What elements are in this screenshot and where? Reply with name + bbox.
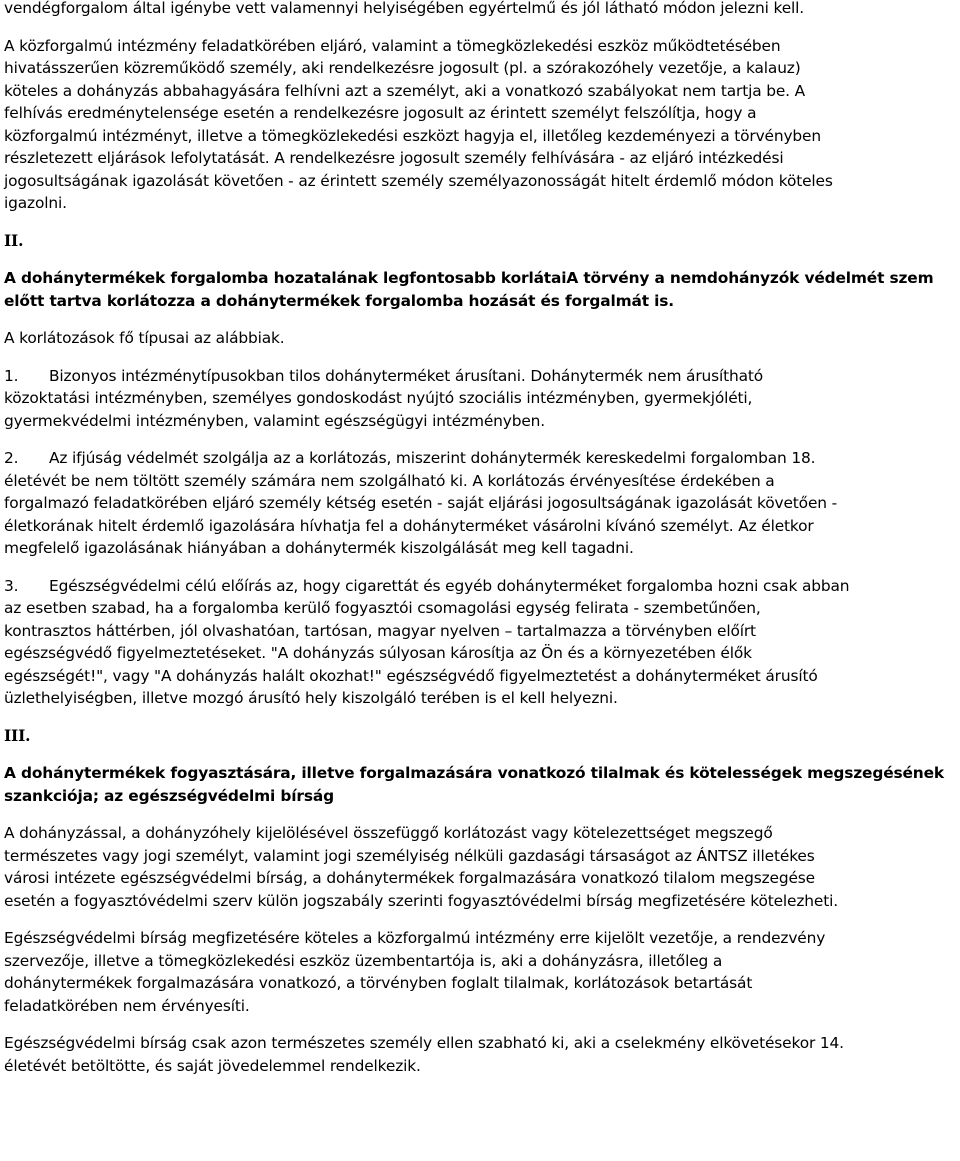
text-line: igazolni. [4, 194, 67, 212]
text-line: A dohánytermékek fogyasztására, illetve forgalmazására vonatkozó tilalmak és kötelességek megszegésének [4, 764, 944, 782]
text-line: egészségét!", vagy "A dohányzás halált okozhat!" egészségvédő figyelmeztetést a dohányterméket árusító [4, 666, 818, 685]
paragraph-restrictions-intro: A korlátozások fő típusai az alábbiak. [4, 329, 285, 347]
text-line: A dohánytermékek forgalomba hozatalának legfontosabb korlátaiA törvény a nemdohányzók védelmét szem [4, 269, 934, 287]
paragraph-penalty-1 [4, 822, 960, 912]
text-line: vendégforgalom által igénybe vett valamennyi helyiségében egyértelmű és jól látható módon jelezni kell. [4, 0, 805, 17]
text-line: feladatkörében nem érvényesíti. [4, 996, 250, 1015]
list-item-2 [4, 447, 960, 560]
text-line: közforgalmú intézményt, illetve a tömegközlekedési eszközt hagyja el, illetőleg kezdeményezi a törvényben [4, 126, 821, 145]
text-line: felhívás eredménytelensége esetén a rendelkezésre jogosult az érintett személyt felszólítja, hogy a [4, 104, 757, 122]
text-line: életévét be nem töltött személy számára nem szolgálható ki. A korlátozás érvényesítése érdekében a [4, 471, 775, 490]
list-number: 2. [4, 449, 19, 467]
section-heading-2: II. [4, 231, 24, 250]
text-line: életévét betöltötte, és saját jövedelemmel rendelkezik. [4, 1056, 421, 1075]
text-line: A dohányzással, a dohányzóhely kijelölésével összefüggő korlátozást vagy kötelezettséget megszegő [4, 824, 773, 842]
text-line: megfelelő igazolásának hiányában a dohánytermék kiszolgálását meg kell tagadni. [4, 539, 634, 557]
paragraph-penalty-2 [4, 927, 960, 1017]
paragraph-penalty-3 [4, 1032, 960, 1077]
text-line: köteles a dohányzás abbahagyására felhívni azt a személyt, aki a vonatkozó szabályokat nem tartja be. A [4, 81, 806, 100]
text-line: Az ifjúság védelmét szolgálja az a korlátozás, miszerint dohánytermék kereskedelmi forgalomban 18. [49, 449, 816, 467]
text-line: gyermekvédelmi intézményben, valamint egészségügyi intézményben. [4, 411, 546, 430]
document-page [4, 0, 960, 1077]
paragraph-intro [4, 0, 960, 20]
text-line: szankciója; az egészségvédelmi bírság [4, 786, 334, 805]
text-line: részletezett eljárások lefolytatását. A rendelkezésre jogosult személy felhívására - az eljáró intézkedési [4, 149, 784, 167]
text-line: hivatásszerűen közreműködő személy, aki rendelkezésre jogosult (pl. a szórakozóhely vezetője, a kalauz) [4, 59, 801, 77]
paragraph-authority [4, 35, 960, 215]
section-heading-3: III. [4, 726, 31, 745]
text-line: A közforgalmú intézmény feladatkörében eljáró, valamint a tömegközlekedési eszköz működtetésében [4, 36, 781, 55]
text-line: városi intézete egészségvédelmi bírság, a dohánytermékek forgalmazására vonatkozó tilalom megszegése [4, 869, 815, 887]
text-line: természetes vagy jogi személyt, valamint jogi személyiség nélküli gazdasági társaságot az ÁNTSZ illetékes [4, 846, 815, 865]
list-item-1 [4, 365, 960, 433]
text-line: életkorának hitelt érdemlő igazolására hívhatja fel a dohányterméket vásárolni kívánó személyt. Az életkor [4, 516, 814, 535]
text-line: az esetben szabad, ha a forgalomba kerülő fogyasztói csomagolási egység felirata - szembetűnően, [4, 599, 761, 617]
section-subheading-3 [4, 762, 960, 807]
text-line: Bizonyos intézménytípusokban tilos dohányterméket árusítani. Dohánytermék nem árusítható [49, 366, 764, 385]
text-line: üzlethelyiségben, illetve mozgó árusító hely kiszolgáló terében is el kell helyezni. [4, 689, 618, 707]
text-line: jogosultságának igazolását követően - az érintett személy személyazonosságát hitelt érdemlő módon köteles [4, 171, 833, 190]
text-line: egészségvédő figyelmeztetéseket. "A dohányzás súlyosan károsítja az Ön és a környezetében élők [4, 644, 752, 662]
text-line: Egészségvédelmi bírság csak azon természetes személy ellen szabható ki, aki a cselekmény elkövetésekor 14. [4, 1034, 844, 1052]
text-line: kontrasztos háttérben, jól olvashatóan, tartósan, magyar nyelven – tartalmazza a törvényben előírt [4, 621, 756, 640]
text-line: előtt tartva korlátozza a dohánytermékek forgalomba hozását és forgalmát is. [4, 291, 675, 310]
list-number: 1. [4, 366, 19, 385]
text-line: közoktatási intézményben, személyes gondoskodást nyújtó szociális intézményben, gyermekjóléti, [4, 389, 753, 407]
text-line: forgalmazó feladatkörében eljáró személy kétség esetén - saját eljárási jogosultságának igazolását követően - [4, 494, 838, 512]
section-subheading-2 [4, 267, 960, 312]
list-number: 3. [4, 576, 19, 595]
text-line: dohánytermékek forgalmazására vonatkozó, a törvényben foglalt tilalmak, korlátozások betartását [4, 974, 753, 992]
list-item-3 [4, 575, 960, 710]
text-line: Egészségvédelmi bírság megfizetésére köteles a közforgalmú intézmény erre kijelölt vezetője, a rendezvény [4, 929, 826, 947]
text-line: esetén a fogyasztóvédelmi szerv külön jogszabály szerinti fogyasztóvédelmi bírság megfizetésére kötelezheti. [4, 891, 838, 910]
text-line: szervezője, illetve a tömegközlekedési eszköz üzembentartója is, aki a dohányzásra, illetőleg a [4, 951, 723, 970]
text-line: Egészségvédelmi célú előírás az, hogy cigarettát és egyéb dohányterméket forgalomba hozni csak abban [49, 576, 850, 595]
